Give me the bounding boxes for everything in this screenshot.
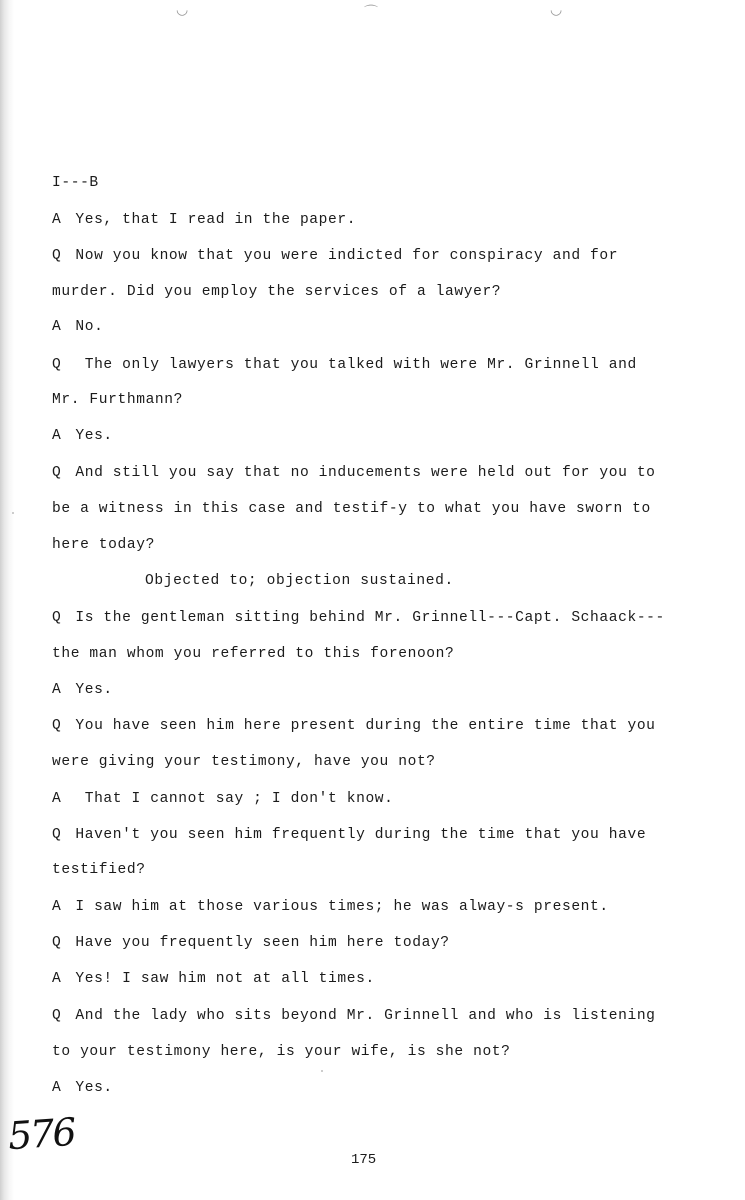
transcript-line: [52, 428, 113, 444]
speaker-label: A: [52, 428, 62, 444]
transcript-line: [52, 465, 656, 481]
line-text: I saw him at those various times; he was alway-s present.: [75, 899, 609, 915]
transcript-ruling-line: [145, 573, 454, 589]
section-marker: I---B: [52, 175, 99, 191]
transcript-line: [52, 319, 103, 335]
punch-hole-mark: ◡: [176, 2, 189, 18]
speaker-label: A: [52, 212, 62, 228]
transcript-line: [52, 248, 618, 264]
handwritten-page-number: 576: [6, 1109, 76, 1159]
transcript-line: [52, 682, 113, 698]
line-text: Mr. Furthmann?: [52, 392, 184, 408]
transcript-line: [52, 1080, 113, 1096]
speaker-label: Q: [52, 718, 62, 734]
transcript-line: [52, 212, 356, 228]
line-text: testified?: [52, 862, 146, 878]
transcript-line: [52, 357, 637, 373]
line-text: Yes.: [75, 1080, 113, 1096]
transcript-line: [52, 754, 436, 770]
line-text: Haven't you seen him frequently during the time that you have: [75, 827, 647, 843]
speaker-label: Q: [52, 248, 62, 264]
scan-speck: [321, 1070, 323, 1072]
line-text: Yes! I saw him not at all times.: [75, 971, 375, 987]
transcript-line: [52, 284, 501, 300]
transcript-line: [52, 791, 394, 807]
scanned-page-edge: [0, 0, 14, 1200]
speaker-label: Q: [52, 465, 62, 481]
line-text: You have seen him here present during the entire time that you: [75, 718, 656, 734]
speaker-label: Q: [52, 357, 62, 373]
speaker-label: A: [52, 791, 62, 807]
line-text: Is the gentleman sitting behind Mr. Grinnell---Capt. Schaack---: [75, 610, 665, 626]
speaker-label: A: [52, 971, 62, 987]
transcript-line: [52, 971, 375, 987]
transcript-line: [52, 899, 609, 915]
speaker-label: A: [52, 899, 62, 915]
transcript-line: [52, 718, 656, 734]
line-text: That I cannot say ; I don't know.: [75, 791, 394, 807]
line-text: Yes.: [75, 682, 113, 698]
line-text: Have you frequently seen him here today?: [75, 935, 450, 951]
punch-hole-mark: ⌒: [364, 5, 378, 21]
line-text: And the lady who sits beyond Mr. Grinnell and who is listening: [75, 1008, 656, 1024]
line-text: were giving your testimony, have you not?: [52, 754, 436, 770]
punch-hole-mark: ◡: [550, 2, 563, 18]
transcript-line: [52, 1044, 511, 1060]
line-text: Yes.: [75, 428, 113, 444]
line-text: murder. Did you employ the services of a lawyer?: [52, 284, 502, 300]
transcript-line: [52, 646, 454, 662]
line-text: to your testimony here, is your wife, is she not?: [52, 1044, 511, 1060]
line-text: Now you know that you were indicted for conspiracy and for: [75, 248, 619, 264]
speaker-label: Q: [52, 610, 62, 626]
line-text: No.: [75, 319, 104, 335]
line-text: And still you say that no inducements were held out for you to: [75, 465, 656, 481]
speaker-label: A: [52, 682, 62, 698]
scan-speck: [12, 512, 14, 514]
speaker-label: A: [52, 1080, 62, 1096]
transcript-line: [52, 862, 146, 878]
line-text: Yes, that I read in the paper.: [75, 212, 357, 228]
speaker-label: Q: [52, 827, 62, 843]
transcript-line: [52, 501, 651, 517]
transcript-line: [52, 537, 155, 553]
line-text: Objected to; objection sustained.: [145, 573, 454, 589]
line-text: here today?: [52, 537, 155, 553]
transcript-line: [52, 827, 646, 843]
line-text: The only lawyers that you talked with were Mr. Grinnell and: [75, 357, 637, 373]
transcript-line: [52, 392, 183, 408]
transcript-line: [52, 935, 450, 951]
line-text: be a witness in this case and testif-y to what you have sworn to: [52, 501, 651, 517]
speaker-label: A: [52, 319, 62, 335]
speaker-label: Q: [52, 1008, 62, 1024]
line-text: the man whom you referred to this forenoon?: [52, 646, 455, 662]
transcript-line: [52, 610, 665, 626]
transcript-line: [52, 1008, 656, 1024]
speaker-label: Q: [52, 935, 62, 951]
page-number: 175: [351, 1152, 377, 1168]
